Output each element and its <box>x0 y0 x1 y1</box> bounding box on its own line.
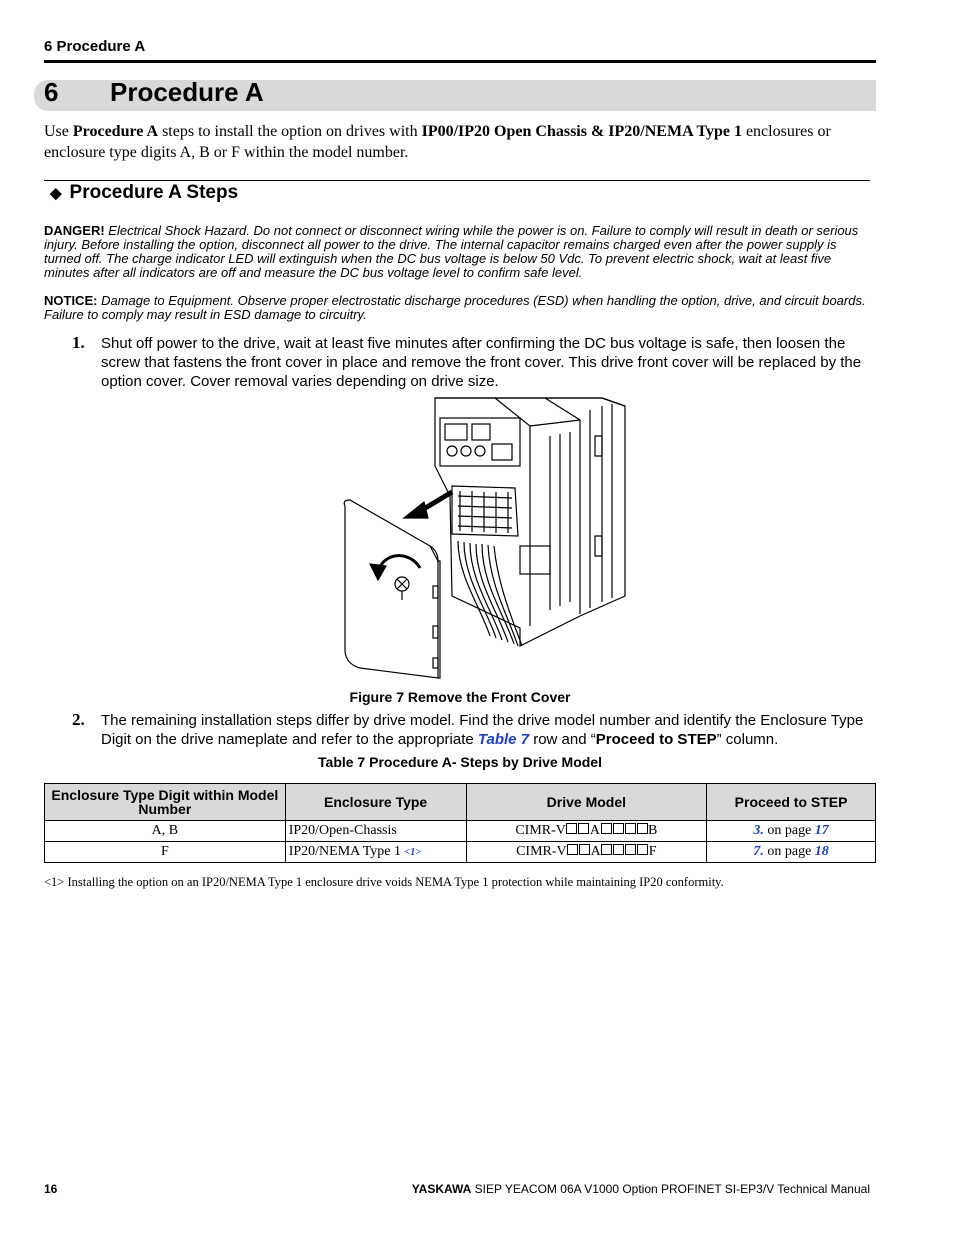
removal-arrow-icon <box>404 492 452 518</box>
table-7-link[interactable]: Table 7 <box>477 731 530 748</box>
step-1-text: Shut off power to the drive, wait at least five minutes after confirming the DC bus voltage is safe, then loosen the screw that fastens the front cover in place and remove the front cover. This drive front cover will be replaced by the option cover. Cover removal varies depending on drive size. <box>101 335 862 390</box>
header-proceed-step: Proceed to STEP <box>707 784 876 821</box>
header-enclosure-digit: Enclosure Type Digit within Model Number <box>45 784 286 821</box>
table-footnote: <1> Installing the option on an IP20/NEMA Type 1 enclosure drive voids NEMA Type 1 protection while maintaining IP20 conformity. <box>44 875 724 889</box>
section-title: Procedure A <box>110 77 264 107</box>
cell-digit: A, B <box>45 821 286 842</box>
table-header-row <box>45 784 876 821</box>
procedure-table <box>44 783 876 863</box>
front-cover <box>344 500 440 678</box>
cell-model: CIMR-V A B <box>466 821 707 842</box>
intro-paragraph: Use Procedure A steps to install the option on drives with IP00/IP20 Open Chassis & IP20/NEMA Type 1 enclosures or enclosure type digits A, B or F within the model number. <box>44 123 831 161</box>
wire-bundle <box>458 541 522 646</box>
page-link[interactable]: 17 <box>814 823 829 838</box>
subsection-heading: ◆ Procedure A Steps <box>50 182 239 203</box>
cell-enclosure: IP20/NEMA Type 1 <1> <box>285 842 466 863</box>
section-number: 6 <box>44 77 59 107</box>
figure-caption: Figure 7 Remove the Front Cover <box>349 689 571 705</box>
running-header: 6 Procedure A <box>44 38 146 55</box>
page-link[interactable]: 18 <box>814 844 829 859</box>
cell-model: CIMR-V A F <box>466 842 707 863</box>
step-link[interactable]: 7. <box>753 844 764 859</box>
table-row <box>45 821 876 842</box>
header-rule <box>44 60 876 63</box>
table-row <box>45 842 876 863</box>
subsection-rule <box>44 180 870 181</box>
page-number: 16 <box>44 1182 58 1196</box>
step-link[interactable]: 3. <box>753 823 764 838</box>
footer-manual-title: YASKAWA SIEP YEACOM 06A V1000 Option PROFINET SI-EP3/V Technical Manual <box>411 1182 870 1196</box>
step-2-text: The remaining installation steps differ by drive model. Find the drive model number and identify the Enclosure Type Digit on the drive nameplate and refer to the appropriate Table 7 row and “Proceed to STEP” column. <box>101 712 864 748</box>
cell-digit: F <box>45 842 286 863</box>
diamond-icon: ◆ <box>50 185 62 202</box>
drive-body <box>435 398 625 646</box>
front-cover-removal-figure <box>340 396 630 682</box>
cell-step: 7. on page 18 <box>707 842 876 863</box>
header-drive-model: Drive Model <box>466 784 707 821</box>
table-caption: Table 7 Procedure A- Steps by Drive Model <box>318 754 602 770</box>
cell-enclosure: IP20/Open-Chassis <box>285 821 466 842</box>
footnote-ref-link[interactable]: <1> <box>404 847 421 858</box>
danger-notice: DANGER! Electrical Shock Hazard. Do not connect or disconnect wiring while the power is on. Failure to comply will result in death or serious injury. Before installing the option, disconnect all power to the drive. The internal capacitor remains charged even after the power supply is turned off. The charge indicator LED will extinguish when the DC bus voltage is below 50 Vdc. To prevent electric shock, wait at least five minutes after all indicators are off and measure the DC bus voltage level to confirm safe level. <box>44 223 859 280</box>
equipment-notice: NOTICE: Damage to Equipment. Observe proper electrostatic discharge procedures (ESD) when handling the option, drive, and circuit boards. Failure to comply may result in ESD damage to circuitry. <box>44 293 866 322</box>
step-1-number: 1. <box>72 333 85 352</box>
header-enclosure-type: Enclosure Type <box>285 784 466 821</box>
step-2-number: 2. <box>72 710 85 729</box>
cell-step: 3. on page 17 <box>707 821 876 842</box>
